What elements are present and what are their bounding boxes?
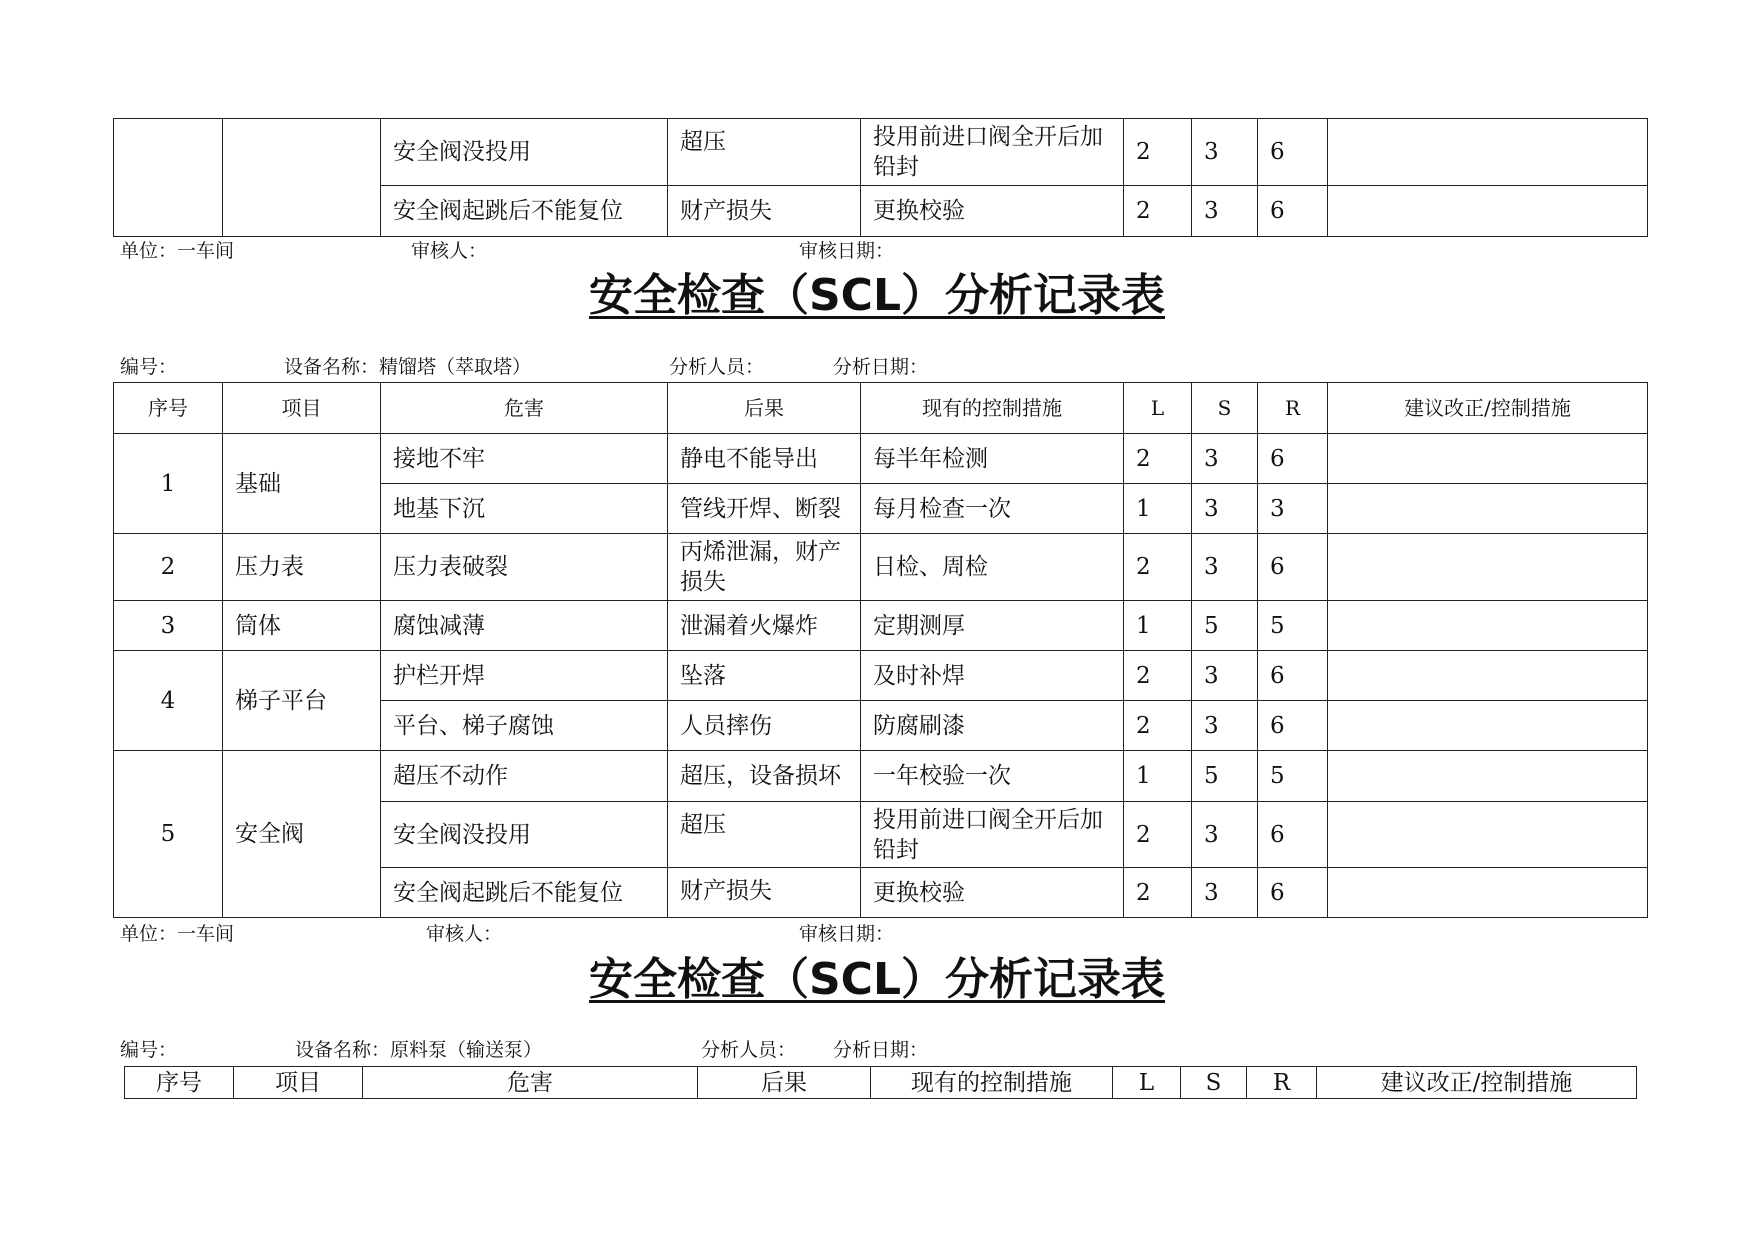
consequence-cell: 静电不能导出 bbox=[668, 434, 861, 484]
control-cell: 每半年检测 bbox=[861, 434, 1124, 484]
control-cell: 更换校验 bbox=[861, 868, 1124, 918]
no-cell: 1 bbox=[114, 434, 223, 534]
header-r: R bbox=[1247, 1067, 1317, 1099]
header-r: R bbox=[1258, 383, 1328, 434]
table-row bbox=[114, 601, 1648, 651]
s-cell: 3 bbox=[1192, 186, 1258, 237]
r-cell: 6 bbox=[1258, 802, 1328, 868]
consequence-cell: 泄漏着火爆炸 bbox=[668, 601, 861, 651]
hazard-cell: 接地不牢 bbox=[381, 434, 668, 484]
hazard-cell: 安全阀起跳后不能复位 bbox=[381, 186, 668, 237]
hazard-cell: 平台、梯子腐蚀 bbox=[381, 701, 668, 751]
header-hazard: 危害 bbox=[381, 383, 668, 434]
item-cell bbox=[223, 119, 381, 237]
s-cell: 3 bbox=[1192, 868, 1258, 918]
suggest-cell bbox=[1328, 119, 1648, 186]
footer-unit: 单位：一车间 bbox=[120, 240, 235, 262]
suggest-cell bbox=[1328, 484, 1648, 534]
s-cell: 5 bbox=[1192, 601, 1258, 651]
hazard-cell: 护栏开焊 bbox=[381, 651, 668, 701]
l-cell: 2 bbox=[1124, 119, 1192, 186]
consequence-cell: 财产损失 bbox=[668, 186, 861, 237]
table-row bbox=[114, 534, 1648, 601]
consequence-cell: 管线开焊、断裂 bbox=[668, 484, 861, 534]
s-cell: 3 bbox=[1192, 651, 1258, 701]
r-cell: 6 bbox=[1258, 186, 1328, 237]
suggest-cell bbox=[1328, 186, 1648, 237]
info-analyst: 分析人员： bbox=[701, 1039, 797, 1061]
info-equipment: 设备名称：精馏塔（萃取塔） bbox=[284, 356, 532, 378]
l-cell: 1 bbox=[1124, 484, 1192, 534]
control-cell: 更换校验 bbox=[861, 186, 1124, 237]
header-s: S bbox=[1181, 1067, 1247, 1099]
suggest-cell bbox=[1328, 534, 1648, 601]
header-consequence: 后果 bbox=[698, 1067, 871, 1099]
hazard-cell: 压力表破裂 bbox=[381, 534, 668, 601]
header-item: 项目 bbox=[234, 1067, 363, 1099]
l-cell: 2 bbox=[1124, 802, 1192, 868]
suggest-cell bbox=[1328, 802, 1648, 868]
info-no: 编号： bbox=[120, 1039, 178, 1061]
s-cell: 3 bbox=[1192, 701, 1258, 751]
r-cell: 6 bbox=[1258, 701, 1328, 751]
footer-audit-date: 审核日期： bbox=[799, 240, 895, 262]
control-cell: 一年校验一次 bbox=[861, 751, 1124, 802]
header-suggest: 建议改正/控制措施 bbox=[1328, 383, 1648, 434]
r-cell: 6 bbox=[1258, 868, 1328, 918]
control-cell: 投用前进口阀全开后加铅封 bbox=[861, 119, 1124, 186]
no-cell: 2 bbox=[114, 534, 223, 601]
item-cell: 安全阀 bbox=[223, 751, 381, 918]
header-row bbox=[114, 383, 1648, 434]
consequence-cell: 坠落 bbox=[668, 651, 861, 701]
suggest-cell bbox=[1328, 751, 1648, 802]
control-cell: 及时补焊 bbox=[861, 651, 1124, 701]
hazard-cell: 安全阀没投用 bbox=[381, 119, 668, 186]
l-cell: 2 bbox=[1124, 434, 1192, 484]
scl-table bbox=[113, 382, 1648, 918]
r-cell: 5 bbox=[1258, 601, 1328, 651]
s-cell: 3 bbox=[1192, 802, 1258, 868]
control-cell: 每月检查一次 bbox=[861, 484, 1124, 534]
table-row bbox=[114, 651, 1648, 701]
r-cell: 5 bbox=[1258, 751, 1328, 802]
consequence-cell: 超压 bbox=[668, 802, 861, 868]
no-cell: 3 bbox=[114, 601, 223, 651]
header-control: 现有的控制措施 bbox=[861, 383, 1124, 434]
top-continuation-table bbox=[113, 118, 1648, 237]
consequence-cell: 丙烯泄漏，财产损失 bbox=[668, 534, 861, 601]
footer-audit-date: 审核日期： bbox=[799, 923, 895, 945]
r-cell: 6 bbox=[1258, 651, 1328, 701]
header-l: L bbox=[1124, 383, 1192, 434]
item-cell: 压力表 bbox=[223, 534, 381, 601]
no-cell bbox=[114, 119, 223, 237]
s-cell: 3 bbox=[1192, 484, 1258, 534]
consequence-cell: 财产损失 bbox=[668, 868, 861, 918]
title-text: 安全检查（SCL）分析记录表 bbox=[588, 954, 1166, 1005]
item-cell: 筒体 bbox=[223, 601, 381, 651]
footer-auditor: 审核人： bbox=[411, 240, 488, 262]
consequence-cell: 人员摔伤 bbox=[668, 701, 861, 751]
control-cell: 投用前进口阀全开后加铅封 bbox=[861, 802, 1124, 868]
control-cell: 日检、周检 bbox=[861, 534, 1124, 601]
table-row bbox=[114, 119, 1648, 186]
hazard-cell: 安全阀没投用 bbox=[381, 802, 668, 868]
suggest-cell bbox=[1328, 868, 1648, 918]
s-cell: 3 bbox=[1192, 119, 1258, 186]
r-cell: 6 bbox=[1258, 119, 1328, 186]
table-row bbox=[114, 751, 1648, 802]
s-cell: 3 bbox=[1192, 434, 1258, 484]
footer-unit: 单位：一车间 bbox=[120, 923, 235, 945]
r-cell: 3 bbox=[1258, 484, 1328, 534]
header-l: L bbox=[1113, 1067, 1181, 1099]
l-cell: 2 bbox=[1124, 868, 1192, 918]
header-row bbox=[125, 1067, 1637, 1099]
s-cell: 5 bbox=[1192, 751, 1258, 802]
header-hazard: 危害 bbox=[363, 1067, 698, 1099]
r-cell: 6 bbox=[1258, 534, 1328, 601]
no-cell: 5 bbox=[114, 751, 223, 918]
consequence-cell: 超压，设备损坏 bbox=[668, 751, 861, 802]
page-title bbox=[0, 952, 1754, 1008]
header-item: 项目 bbox=[223, 383, 381, 434]
suggest-cell bbox=[1328, 434, 1648, 484]
hazard-cell: 安全阀起跳后不能复位 bbox=[381, 868, 668, 918]
l-cell: 2 bbox=[1124, 534, 1192, 601]
scl-table-header bbox=[124, 1066, 1637, 1099]
hazard-cell: 地基下沉 bbox=[381, 484, 668, 534]
control-cell: 防腐刷漆 bbox=[861, 701, 1124, 751]
suggest-cell bbox=[1328, 651, 1648, 701]
page-title bbox=[0, 268, 1754, 324]
item-cell: 基础 bbox=[223, 434, 381, 534]
l-cell: 2 bbox=[1124, 186, 1192, 237]
l-cell: 1 bbox=[1124, 751, 1192, 802]
info-equipment: 设备名称：原料泵（输送泵） bbox=[295, 1039, 543, 1061]
info-no: 编号： bbox=[120, 356, 178, 378]
header-no: 序号 bbox=[114, 383, 223, 434]
r-cell: 6 bbox=[1258, 434, 1328, 484]
s-cell: 3 bbox=[1192, 534, 1258, 601]
control-cell: 定期测厚 bbox=[861, 601, 1124, 651]
info-date: 分析日期： bbox=[833, 356, 929, 378]
consequence-cell: 超压 bbox=[668, 119, 861, 186]
header-s: S bbox=[1192, 383, 1258, 434]
suggest-cell bbox=[1328, 701, 1648, 751]
l-cell: 1 bbox=[1124, 601, 1192, 651]
hazard-cell: 超压不动作 bbox=[381, 751, 668, 802]
info-analyst: 分析人员： bbox=[669, 356, 765, 378]
title-text: 安全检查（SCL）分析记录表 bbox=[588, 270, 1166, 321]
hazard-cell: 腐蚀减薄 bbox=[381, 601, 668, 651]
item-cell: 梯子平台 bbox=[223, 651, 381, 751]
l-cell: 2 bbox=[1124, 651, 1192, 701]
header-control: 现有的控制措施 bbox=[871, 1067, 1113, 1099]
header-suggest: 建议改正/控制措施 bbox=[1317, 1067, 1637, 1099]
header-consequence: 后果 bbox=[668, 383, 861, 434]
l-cell: 2 bbox=[1124, 701, 1192, 751]
no-cell: 4 bbox=[114, 651, 223, 751]
info-date: 分析日期： bbox=[833, 1039, 929, 1061]
table-row bbox=[114, 434, 1648, 484]
suggest-cell bbox=[1328, 601, 1648, 651]
header-no: 序号 bbox=[125, 1067, 234, 1099]
footer-auditor: 审核人： bbox=[426, 923, 503, 945]
